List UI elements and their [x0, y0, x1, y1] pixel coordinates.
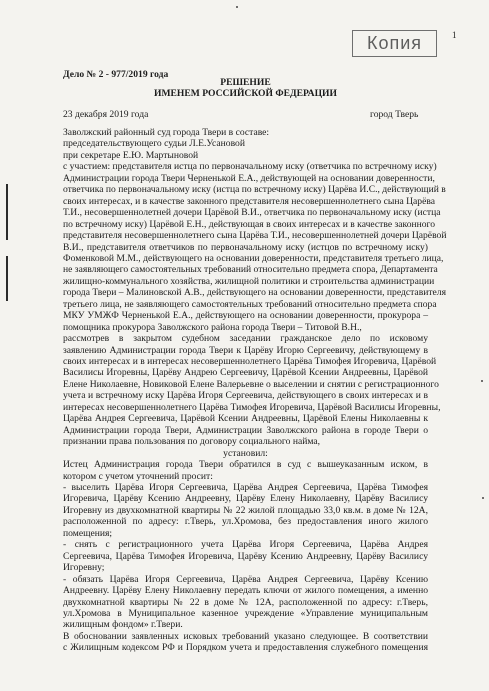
body-line: Фоменковой М.М., действующего на основании доверенности, представителя третьего лица, — [63, 252, 444, 264]
body-line: установил: — [223, 447, 268, 459]
body-line: - выселить Царёва Игоря Сергеевича, Царёва Андрея Сергеевича, Царёва Тимофея — [63, 481, 428, 493]
body-line: учета и встречному иску Царёва Игоря Сергеевича, действующего в своих интересах и в — [63, 390, 428, 402]
body-line: при секретаре Е.Ю. Мартыновой — [63, 149, 199, 161]
body-line: Василисы Игоревны, Царёву Андрею Сергеевичу, Царёвой Ксении Андреевны, Царёвой — [63, 367, 428, 379]
body-line: В обосновании заявленных исковых требований указано следующее. В соответствии — [63, 630, 428, 642]
copy-stamp: Копия — [352, 30, 437, 57]
body-line: МКУ УМЖФ Черненькой Е.А., действующего на основании доверенности, прокурора – — [63, 310, 428, 322]
body-line: Т.И., несовершеннолетней дочери Царёвой В.И., ответчика по первоначальному иску (истца — [63, 207, 441, 219]
body-line: города Твери – Малиновской А.В., действующего на основании доверенности, представителя — [63, 287, 447, 299]
body-line: помощника прокурора Заволжского района города Твери – Титовой В.Н., — [63, 321, 362, 333]
margin-mark — [6, 256, 8, 301]
body-line: - обязать Царёва Игоря Сергеевича, Царёва Андрея Сергеевича, Царёву Ксению — [63, 573, 428, 585]
body-line: Администрации города Твери, Администрации Заволжского района в городе Твери о — [63, 424, 428, 436]
margin-mark — [6, 184, 8, 240]
body-line: Игоревну из двухкомнатной квартиры № 22 жилой площадью 33,0 кв.м. в доме № 12А, — [63, 504, 428, 516]
body-line: Администрации города Твери Черненькой Е.А., действующей на основании доверенности, — [63, 172, 435, 184]
case-number: Дело № 2 - 977/2019 года — [63, 69, 169, 80]
body-line: представителя несовершеннолетнего сына Царёва Т.И., несовершеннолетней дочери Царёвой — [63, 230, 447, 242]
body-line: Истец Администрация города Твери обратился в суд с вышеуказанным иском, в — [63, 459, 428, 470]
body-line: Заволжский районный суд города Твери в составе: — [63, 127, 270, 138]
body-line: интересах несовершеннолетнего Царёва Тимофея Игоревича, Царёвой Василисы Игоревны, — [63, 401, 441, 413]
document-title: РЕШЕНИЕ — [220, 77, 271, 88]
body-line: - снять с регистрационного учета Царёва Игоря Сергеевича, Царёва Андрея — [63, 539, 428, 551]
body-line: расположенной по адресу: г.Тверь, ул.Хромова, без предоставления иного жилого — [63, 516, 428, 528]
body-line: помещения; — [63, 527, 113, 539]
body-line: своих интересах и в интересах несовершеннолетнего Царёва Тимофея Игоревича, Царёвой — [63, 356, 437, 367]
body-line: жилищным фондом» г.Твери. — [63, 619, 183, 631]
body-line: с участием: представителя истца по первоначальному иску (ответчика по встречному иску) — [63, 161, 437, 173]
body-line: Игоревича, Царёву Ксению Андреевну, Царёву Елену Николаевну, Царёву Василису — [63, 493, 428, 505]
body-line: рассмотрев в закрытом судебном заседании гражданское дело по исковому — [63, 333, 428, 345]
decision-date: 23 декабря 2019 года — [63, 109, 149, 120]
body-line: ул.Хромова в Муниципальное казенное учреждение «Управление муниципальным — [63, 607, 428, 619]
body-line: Андреевну. Царёву Елену Николаевну передать ключи от жилого помещения, а именно — [63, 585, 428, 596]
document-subtitle: ИМЕНЕМ РОССИЙСКОЙ ФЕДЕРАЦИИ — [154, 88, 337, 99]
body-line: Царёва Андрея Сергеевича, Царёвой Ксении Андреевны, Царёвой Елены Николаевны к — [63, 413, 428, 425]
body-line: заявлению Администрации города Твери к Царёву Игорю Сергеевичу, действующему в — [63, 344, 428, 356]
body-line: Елене Николаевне, Новиковой Елене Валерьевне о выселении и снятии с регистрационного — [63, 378, 439, 390]
body-line: своих интересах, и в качестве законного представителя несовершеннолетнего сына Царёва — [63, 195, 436, 207]
body-line: по встречному иску) Царёвой Е.Н., действующая в своих интересах и в качестве законного — [63, 218, 436, 230]
body-line: не заявляющего самостоятельных требований относительно предмета спора, Департамента — [63, 264, 438, 276]
body-line: третьего лица, не заявляющего самостоятельных требований относительно предмета спора — [63, 298, 437, 310]
body-line: председательствующего судьи Л.Е.Усановой — [63, 138, 245, 150]
decision-city: город Тверь — [370, 109, 419, 120]
scan-speck — [482, 497, 484, 499]
body-line: Игоревну; — [63, 562, 105, 574]
scan-speck — [236, 6, 238, 8]
body-line: В.И., представителя ответчиков по первоначальному иску (истцов по встречному иску) — [63, 241, 428, 253]
body-line: двухкомнатной квартиры № 22 в доме № 12А, расположенной по адресу: г.Тверь, — [63, 596, 428, 608]
scan-speck — [481, 380, 483, 382]
body-line: котором с учетом уточнений просит: — [63, 470, 213, 482]
body-line: ответчика по первоначальному иску (истца по встречному иску) Царёва И.С., действующий в — [63, 184, 446, 196]
body-line: с Жилищным кодексом РФ и Порядком учета и предоставления служебного помещения — [63, 642, 428, 654]
page-number: 1 — [452, 30, 457, 40]
body-line: жилищно-коммунального хозяйства, жилищной политики и строительства администрации — [63, 275, 435, 287]
body-line: признании права пользования по договору социального найма, — [63, 436, 321, 448]
body-line: Сергеевича, Царёва Тимофея Игоревича, Царёву Ксению Андреевну, Царёву Василису — [63, 550, 428, 562]
